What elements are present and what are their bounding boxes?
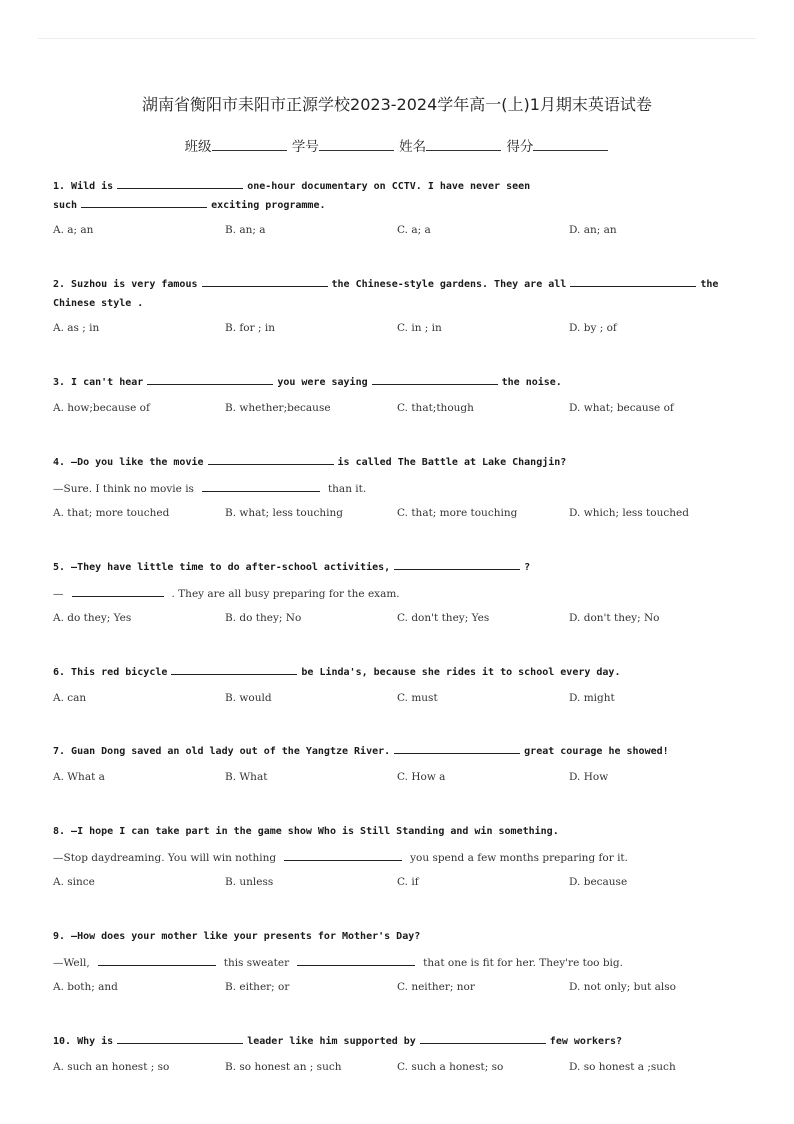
question-stem: 5. —They have little time to do after-school activities, ? <box>53 559 743 578</box>
option-d[interactable]: D. because <box>569 875 628 888</box>
options-row <box>53 610 743 626</box>
option-b[interactable]: B. would <box>225 691 272 704</box>
question-2 <box>53 276 743 336</box>
question-stem: 3. I can't hear you were saying the noise. <box>53 374 743 393</box>
answer-blank[interactable] <box>394 559 520 570</box>
question-reply: —Sure. I think no movie is than it. <box>53 482 367 495</box>
option-b[interactable]: B. whether;because <box>225 401 331 414</box>
option-b[interactable]: B. unless <box>225 875 274 888</box>
question-8 <box>53 823 743 890</box>
score-field-line[interactable] <box>533 137 608 151</box>
option-a[interactable]: A. What a <box>53 770 105 783</box>
answer-blank[interactable] <box>98 955 216 966</box>
answer-blank[interactable] <box>284 850 402 861</box>
option-d[interactable]: D. which; less touched <box>569 506 689 519</box>
class-field-label: 班级 <box>184 139 212 155</box>
answer-blank[interactable] <box>297 955 415 966</box>
option-c[interactable]: C. must <box>397 691 438 704</box>
name-field-label: 姓名 <box>399 139 427 155</box>
question-reply: —Well, this sweater that one is fit for her. They're too big. <box>53 956 623 969</box>
question-6 <box>53 664 743 706</box>
answer-blank[interactable] <box>202 276 328 287</box>
question-stem: 1. Wild is one-hour documentary on CCTV. I have never seen such exciting programme. <box>53 178 553 215</box>
question-4 <box>53 454 743 521</box>
question-5 <box>53 559 743 626</box>
page-title: 湖南省衡阳市耒阳市正源学校2023-2024学年高一(上)1月期末英语试卷 <box>142 95 652 114</box>
answer-blank[interactable] <box>208 454 334 465</box>
option-d[interactable]: D. an; an <box>569 224 617 236</box>
answer-blank[interactable] <box>570 276 696 287</box>
option-c[interactable]: C. such a honest; so <box>397 1060 504 1073</box>
options-row <box>53 1059 743 1075</box>
option-c[interactable]: C. if <box>397 875 419 888</box>
option-a[interactable]: A. do they; Yes <box>53 611 132 624</box>
student-info-fields <box>0 135 794 155</box>
option-a[interactable]: A. can <box>53 691 87 704</box>
option-d[interactable]: D. what; because of <box>569 401 674 414</box>
question-9 <box>53 928 743 995</box>
options-row <box>53 979 743 995</box>
option-b[interactable]: B. either; or <box>225 980 290 993</box>
option-b[interactable]: B. do they; No <box>225 611 302 624</box>
class-field-line[interactable] <box>212 137 287 151</box>
options-row <box>53 320 743 336</box>
option-c[interactable]: C. neither; nor <box>397 980 475 993</box>
question-7 <box>53 743 743 785</box>
option-a[interactable]: A. as ; in <box>53 322 100 334</box>
option-c[interactable]: C. How a <box>397 770 446 783</box>
question-stem: 7. Guan Dong saved an old lady out of the Yangtze River. great courage he showed! <box>53 743 743 762</box>
question-reply: — . They are all busy preparing for the exam. <box>53 587 400 600</box>
question-stem: 10. Why is leader like him supported by few workers? <box>53 1033 743 1052</box>
option-d[interactable]: D. How <box>569 770 609 783</box>
name-field-line[interactable] <box>426 137 501 151</box>
answer-blank[interactable] <box>420 1033 546 1044</box>
answer-blank[interactable] <box>147 374 273 385</box>
question-1 <box>53 178 743 238</box>
option-c[interactable]: C. a; a <box>397 224 431 236</box>
option-c[interactable]: C. that; more touching <box>397 506 518 519</box>
option-a[interactable]: A. how;because of <box>53 401 150 414</box>
option-d[interactable]: D. not only; but also <box>569 980 676 993</box>
question-stem: 4. —Do you like the movie is called The Battle at Lake Changjin? <box>53 454 743 473</box>
options-row <box>53 400 743 416</box>
option-b[interactable]: B. What <box>225 770 268 783</box>
options-row <box>53 769 743 785</box>
answer-blank[interactable] <box>394 743 520 754</box>
option-c[interactable]: C. in ; in <box>397 322 442 334</box>
student-id-field-label: 学号 <box>291 139 319 155</box>
options-row <box>53 505 743 521</box>
answer-blank[interactable] <box>117 1033 243 1044</box>
question-stem: 8. —I hope I can take part in the game show Who is Still Standing and win something. <box>53 826 559 837</box>
question-stem: 9. —How does your mother like your presents for Mother's Day? <box>53 931 421 942</box>
question-stem: 6. This red bicycle be Linda's, because she rides it to school every day. <box>53 664 743 683</box>
answer-blank[interactable] <box>171 664 297 675</box>
question-stem: 2. Suzhou is very famous the Chinese-style gardens. They are all the Chinese style . <box>53 276 743 313</box>
option-b[interactable]: B. so honest an ; such <box>225 1060 342 1073</box>
option-b[interactable]: B. for ; in <box>225 322 275 334</box>
option-b[interactable]: B. what; less touching <box>225 506 343 519</box>
option-a[interactable]: A. a; an <box>53 224 94 236</box>
option-d[interactable]: D. might <box>569 691 615 704</box>
options-row <box>53 690 743 706</box>
option-a[interactable]: A. such an honest ; so <box>53 1060 170 1073</box>
option-a[interactable]: A. that; more touched <box>53 506 170 519</box>
score-field-label: 得分 <box>506 139 534 155</box>
student-id-field-line[interactable] <box>319 137 394 151</box>
option-b[interactable]: B. an; a <box>225 224 266 236</box>
option-d[interactable]: D. don't they; No <box>569 611 660 624</box>
option-d[interactable]: D. by ; of <box>569 322 617 334</box>
options-row <box>53 222 743 238</box>
option-c[interactable]: C. that;though <box>397 401 474 414</box>
answer-blank[interactable] <box>372 374 498 385</box>
option-d[interactable]: D. so honest a ;such <box>569 1060 676 1073</box>
option-a[interactable]: A. both; and <box>53 980 118 993</box>
answer-blank[interactable] <box>202 481 320 492</box>
top-divider <box>38 38 756 39</box>
option-c[interactable]: C. don't they; Yes <box>397 611 490 624</box>
question-reply: —Stop daydreaming. You will win nothing you spend a few months preparing for it. <box>53 851 628 864</box>
question-3 <box>53 374 743 416</box>
option-a[interactable]: A. since <box>53 875 95 888</box>
answer-blank[interactable] <box>81 197 207 208</box>
options-row <box>53 874 743 890</box>
answer-blank[interactable] <box>72 586 164 597</box>
answer-blank[interactable] <box>117 178 243 189</box>
question-10 <box>53 1033 743 1075</box>
